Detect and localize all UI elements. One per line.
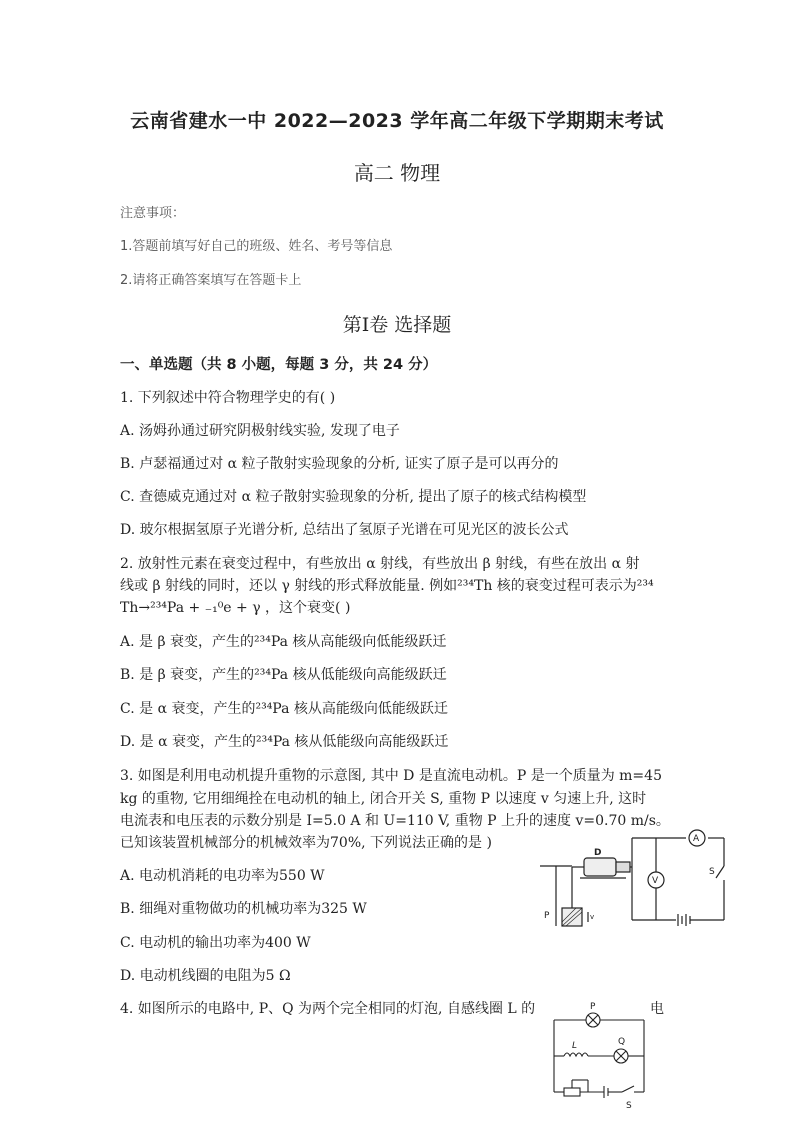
motor-body xyxy=(584,858,616,876)
q3-option-b: B. 细绳对重物做功的机械功率为325 W xyxy=(120,901,367,917)
inductor-l xyxy=(564,1053,588,1056)
q3-stem-line-1: 3. 如图是利用电动机提升重物的示意图, 其中 D 是直流电动机。P 是一个质量为 m=45 xyxy=(120,768,662,784)
switch-q4-label: S xyxy=(626,1101,632,1111)
q1-option-c: C. 查德威克通过对 α 粒子散射实验现象的分析, 提出了原子的核式结构模型 xyxy=(120,489,587,505)
weight-label: P xyxy=(544,911,550,921)
notes-item-1: 1.答题前填写好自己的班级、姓名、考号等信息 xyxy=(120,239,393,254)
q1-option-b: B. 卢瑟福通过对 α 粒子散射实验现象的分析, 证实了原子是可以再分的 xyxy=(120,456,559,472)
q3-stem-line-4: 已知该装置机械部分的机械效率为70%, 下列说法正确的是 ) xyxy=(120,835,492,851)
q3-option-a: A. 电动机消耗的电功率为550 W xyxy=(120,868,325,884)
q1-option-a: A. 汤姆孙通过研究阴极射线实验, 发现了电子 xyxy=(120,423,400,439)
lamp-p-label: P xyxy=(590,1002,596,1012)
motor-label: D xyxy=(594,848,602,858)
q3-stem-line-2: kg 的重物, 它用细绳拴在电动机的轴上, 闭合开关 S, 重物 P 以速度 v 匀速上升, 这时 xyxy=(120,791,647,807)
part-heading: 一、单选题（共 8 小题，每题 3 分，共 24 分） xyxy=(120,357,438,373)
section-title: 第Ⅰ卷 选择题 xyxy=(342,314,452,336)
velocity-label: v xyxy=(590,913,595,921)
q4-stem-part-2: 电 xyxy=(650,1001,664,1017)
q1-option-d: D. 玻尔根据氢原子光谱分析, 总结出了氢原子光谱在可见光区的波长公式 xyxy=(120,522,569,538)
rheostat xyxy=(564,1088,580,1096)
lamp-q-label: Q xyxy=(618,1037,626,1047)
q2-stem-line-1: 2. 放射性元素在衰变过程中，有些放出 α 射线，有些放出 β 射线，有些在放出 α 射 xyxy=(120,556,640,572)
switch-label: S xyxy=(709,867,715,877)
q2-option-d: D. 是 α 衰变，产生的²³⁴Pa 核从低能级向高能级跃迁 xyxy=(120,734,449,750)
inductor-circuit-diagram xyxy=(544,1000,654,1120)
switch-s xyxy=(716,866,724,878)
exam-subtitle: 高二 物理 xyxy=(353,161,441,185)
motor-lift-diagram xyxy=(536,826,740,930)
voltmeter-label: V xyxy=(652,876,659,886)
q4-stem-part-1: 4. 如图所示的电路中, P、Q 为两个完全相同的灯泡, 自感线圈 L 的 xyxy=(120,1001,536,1017)
inductor-label: L xyxy=(572,1041,578,1051)
ammeter-label: A xyxy=(693,834,700,844)
notes-heading: 注意事项： xyxy=(120,206,186,221)
q2-stem-line-3: Th→²³⁴Pa + ₋₁⁰e + γ ，这个衰变( ) xyxy=(120,600,351,616)
motor-shaft-housing xyxy=(616,862,630,872)
q2-option-a: A. 是 β 衰变，产生的²³⁴Pa 核从高能级向低能级跃迁 xyxy=(120,634,447,650)
q3-stem-line-3: 电流表和电压表的示数分别是 I=5.0 A 和 U=110 V, 重物 P 上升的速度 v=0.70 m/s。 xyxy=(120,813,670,829)
q2-option-b: B. 是 β 衰变，产生的²³⁴Pa 核从低能级向高能级跃迁 xyxy=(120,667,447,683)
q2-option-c: C. 是 α 衰变，产生的²³⁴Pa 核从高能级向低能级跃迁 xyxy=(120,701,448,717)
exam-title: 云南省建水一中 2022—2023 学年高二年级下学期期末考试 xyxy=(130,110,664,132)
q3-option-d: D. 电动机线圈的电阻为5 Ω xyxy=(120,968,291,984)
q2-stem-line-2: 线或 β 射线的同时，还以 γ 射线的形式释放能量. 例如²³⁴Th 核的衰变过程可表示为²³⁴ xyxy=(120,578,654,594)
notes-item-2: 2.请将正确答案填写在答题卡上 xyxy=(120,273,302,288)
switch-q4 xyxy=(622,1086,634,1092)
q1-stem: 1. 下列叙述中符合物理学史的有( ) xyxy=(120,390,336,406)
q3-option-c: C. 电动机的输出功率为400 W xyxy=(120,935,311,951)
